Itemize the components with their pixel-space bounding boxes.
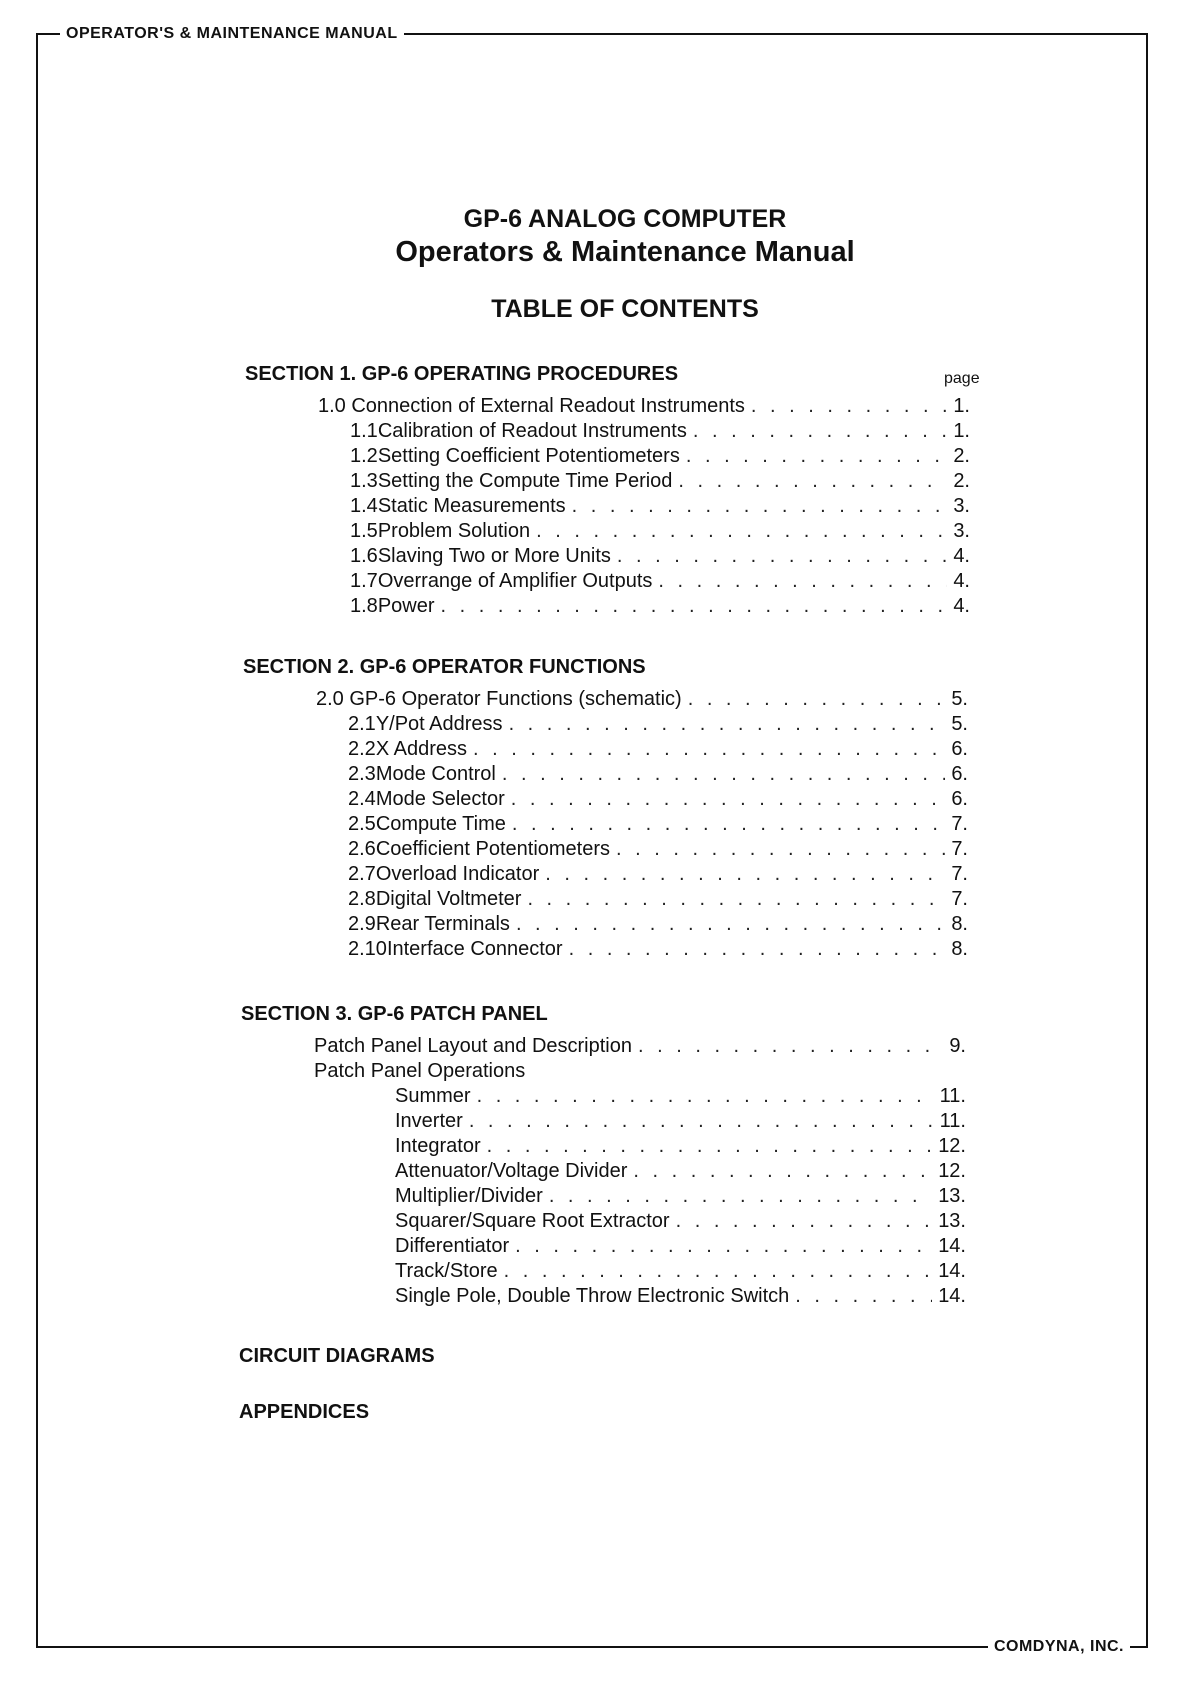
toc-entry-label: Y/Pot Address	[375, 713, 503, 735]
toc-entry-label: Mode Control	[375, 763, 496, 785]
toc-entry-label: Calibration of Readout Instruments	[377, 420, 687, 442]
toc-entry-page: 5.	[951, 713, 968, 735]
leader-dots	[658, 570, 947, 593]
toc-entry-label: Attenuator/Voltage Divider	[395, 1160, 628, 1182]
leader-dots	[676, 1210, 933, 1233]
toc-entry-page: 2.	[953, 470, 970, 492]
toc-entry-label: Single Pole, Double Throw Electronic Switch	[395, 1285, 790, 1307]
toc-entry-page: 14.	[938, 1285, 966, 1307]
toc-entry-page: 1.	[953, 395, 970, 417]
toc-entry[interactable]	[350, 420, 970, 446]
frame-bottom-rule	[36, 1646, 1148, 1648]
leader-dots	[686, 445, 947, 468]
toc-entry-page: 9.	[949, 1035, 966, 1057]
toc-entry-label: Multiplier/Divider	[395, 1185, 543, 1207]
leader-dots	[549, 1185, 932, 1208]
toc-entry-page: 8.	[951, 938, 968, 960]
toc-entry-page: 12.	[938, 1160, 966, 1182]
toc-entry-label: Setting Coefficient Potentiometers	[377, 445, 680, 467]
toc-entry-label: Setting the Compute Time Period	[377, 470, 673, 492]
toc-entry-number: 2.4	[348, 788, 376, 810]
toc-entry[interactable]	[350, 445, 970, 471]
toc-entry[interactable]	[395, 1235, 966, 1261]
toc-entry[interactable]	[395, 1085, 966, 1111]
toc-entry-page: 6.	[951, 788, 968, 810]
page-column-label: page	[944, 370, 980, 387]
toc-entry-label: Compute Time	[375, 813, 506, 835]
toc-entry-page: 11.	[939, 1085, 966, 1107]
toc-entry-page: 6.	[951, 763, 968, 785]
toc-entry-label: X Address	[375, 738, 467, 760]
toc-entry[interactable]	[348, 938, 968, 964]
leader-dots	[509, 713, 946, 736]
leader-dots	[616, 838, 945, 861]
toc-entry-number: 1.2	[350, 445, 378, 467]
toc-entry[interactable]	[348, 713, 968, 739]
toc-entry-label: Mode Selector	[375, 788, 505, 810]
leader-dots	[688, 688, 946, 711]
leader-dots	[536, 520, 947, 543]
toc-entry-page: 2.	[953, 445, 970, 467]
toc-entry[interactable]	[348, 863, 968, 889]
leader-dots	[515, 1235, 932, 1258]
toc-entry[interactable]	[395, 1285, 966, 1311]
toc-entry-label: Summer	[395, 1085, 471, 1107]
document-subtitle: Operators & Maintenance Manual	[395, 236, 855, 268]
leader-dots	[617, 545, 947, 568]
toc-entry-label: Digital Voltmeter	[375, 888, 522, 910]
toc-entry[interactable]	[350, 520, 970, 546]
running-footer: COMDYNA, INC.	[988, 1638, 1130, 1656]
leader-dots	[487, 1135, 933, 1158]
toc-entry-page: 4.	[953, 595, 970, 617]
toc-entry-page: 4.	[953, 545, 970, 567]
toc-entry-label: Overload Indicator	[375, 863, 540, 885]
leader-dots	[516, 913, 945, 936]
appendices-heading[interactable]: APPENDICES	[239, 1401, 370, 1423]
toc-entry-number: 1.1	[350, 420, 378, 442]
toc-entry[interactable]	[395, 1260, 966, 1286]
toc-entry-page: 7.	[951, 838, 968, 860]
toc-entry-page: 5.	[951, 688, 968, 710]
toc-entry-number: 1.7	[350, 570, 378, 592]
toc-entry-label: Inverter	[395, 1110, 463, 1132]
toc-heading: TABLE OF CONTENTS	[491, 295, 759, 323]
leader-dots	[545, 863, 945, 886]
leader-dots	[502, 763, 945, 786]
toc-entry[interactable]	[350, 545, 970, 571]
leader-dots	[473, 738, 945, 761]
toc-entry-page: 1.	[953, 420, 970, 442]
toc-entry[interactable]	[350, 495, 970, 521]
toc-subheading[interactable]	[314, 1060, 966, 1086]
toc-entry-number: 1.4	[350, 495, 378, 517]
leader-dots	[504, 1260, 933, 1283]
leader-dots	[527, 888, 945, 911]
circuit-diagrams-heading[interactable]: CIRCUIT DIAGRAMS	[239, 1345, 435, 1367]
toc-entry[interactable]	[395, 1185, 966, 1211]
toc-entry-label: Power	[377, 595, 435, 617]
leader-dots	[569, 938, 946, 961]
toc-entry-number: 2.5	[348, 813, 376, 835]
toc-entry-label: 2.0 GP-6 Operator Functions (schematic)	[316, 688, 682, 710]
toc-entry[interactable]	[350, 595, 970, 621]
toc-entry[interactable]	[348, 788, 968, 814]
leader-dots	[693, 420, 947, 443]
toc-entry-number: 2.1	[348, 713, 376, 735]
toc-entry-page: 13.	[938, 1210, 966, 1232]
leader-dots	[751, 395, 947, 418]
toc-entry[interactable]	[395, 1135, 966, 1161]
toc-entry[interactable]	[348, 738, 968, 764]
toc-entry-page: 13.	[938, 1185, 966, 1207]
leader-dots	[678, 470, 947, 493]
toc-entry-page: 4.	[953, 570, 970, 592]
section-1-heading: SECTION 1. GP-6 OPERATING PROCEDURES	[245, 363, 679, 385]
toc-entry-label: Track/Store	[395, 1260, 498, 1282]
frame-right-rule	[1146, 33, 1148, 1648]
toc-entry-page: 7.	[951, 813, 968, 835]
toc-entry[interactable]	[316, 688, 968, 714]
toc-entry[interactable]	[395, 1210, 966, 1236]
toc-entry[interactable]	[348, 763, 968, 789]
toc-entry-number: 1.5	[350, 520, 378, 542]
document-title: GP-6 ANALOG COMPUTER	[463, 205, 787, 233]
toc-entry-page: 3.	[953, 520, 970, 542]
toc-entry-number: 2.9	[348, 913, 376, 935]
toc-entry-label: Coefficient Potentiometers	[375, 838, 611, 860]
toc-entry-page: 8.	[951, 913, 968, 935]
toc-entry-label: Patch Panel Layout and Description	[314, 1035, 632, 1057]
toc-entry-number: 2.2	[348, 738, 376, 760]
toc-entry-number: 2.6	[348, 838, 376, 860]
leader-dots	[795, 1285, 932, 1308]
toc-entry-label: Overrange of Amplifier Outputs	[377, 570, 653, 592]
toc-entry-number: 1.6	[350, 545, 378, 567]
toc-entry[interactable]	[318, 395, 970, 421]
toc-entry-label: Differentiator	[395, 1235, 510, 1257]
toc-entry-page: 3.	[953, 495, 970, 517]
toc-entry-label: Patch Panel Operations	[314, 1060, 526, 1082]
toc-entry-number: 1.8	[350, 595, 378, 617]
toc-entry-label: Problem Solution	[377, 520, 531, 542]
toc-entry-label: Interface Connector	[386, 938, 563, 960]
toc-entry[interactable]	[348, 913, 968, 939]
toc-entry-label: 1.0 Connection of External Readout Instruments	[318, 395, 745, 417]
toc-entry[interactable]	[348, 813, 968, 839]
toc-entry-label: Static Measurements	[377, 495, 566, 517]
leader-dots	[511, 788, 946, 811]
running-header: OPERATOR'S & MAINTENANCE MANUAL	[60, 25, 404, 43]
toc-entry-page: 12.	[938, 1135, 966, 1157]
leader-dots	[512, 813, 945, 836]
toc-entry-page: 7.	[951, 863, 968, 885]
toc-entry-label: Integrator	[395, 1135, 481, 1157]
toc-entry[interactable]	[314, 1035, 966, 1061]
toc-entry-number: 2.10	[348, 938, 387, 960]
leader-dots	[572, 495, 948, 518]
toc-entry-page: 7.	[951, 888, 968, 910]
toc-entry[interactable]	[350, 470, 970, 496]
toc-entry[interactable]	[348, 888, 968, 914]
leader-dots	[477, 1085, 934, 1108]
toc-entry-number: 2.8	[348, 888, 376, 910]
leader-dots	[638, 1035, 943, 1058]
toc-entry-label: Squarer/Square Root Extractor	[395, 1210, 670, 1232]
toc-entry-page: 14.	[938, 1260, 966, 1282]
toc-entry-label: Rear Terminals	[375, 913, 510, 935]
frame-left-rule	[36, 33, 38, 1648]
leader-dots	[633, 1160, 932, 1183]
toc-entry[interactable]	[395, 1110, 966, 1136]
toc-entry-page: 11.	[939, 1110, 966, 1132]
toc-entry[interactable]	[348, 838, 968, 864]
toc-entry-number: 2.7	[348, 863, 376, 885]
toc-entry[interactable]	[395, 1160, 966, 1186]
leader-dots	[469, 1110, 934, 1133]
leader-dots	[441, 595, 948, 618]
section-2-heading: SECTION 2. GP-6 OPERATOR FUNCTIONS	[243, 656, 646, 678]
toc-entry[interactable]	[350, 570, 970, 596]
toc-entry-page: 14.	[938, 1235, 966, 1257]
toc-entry-number: 1.3	[350, 470, 378, 492]
toc-entry-label: Slaving Two or More Units	[377, 545, 611, 567]
toc-entry-number: 2.3	[348, 763, 376, 785]
toc-entry-page: 6.	[951, 738, 968, 760]
section-3-heading: SECTION 3. GP-6 PATCH PANEL	[241, 1003, 548, 1025]
